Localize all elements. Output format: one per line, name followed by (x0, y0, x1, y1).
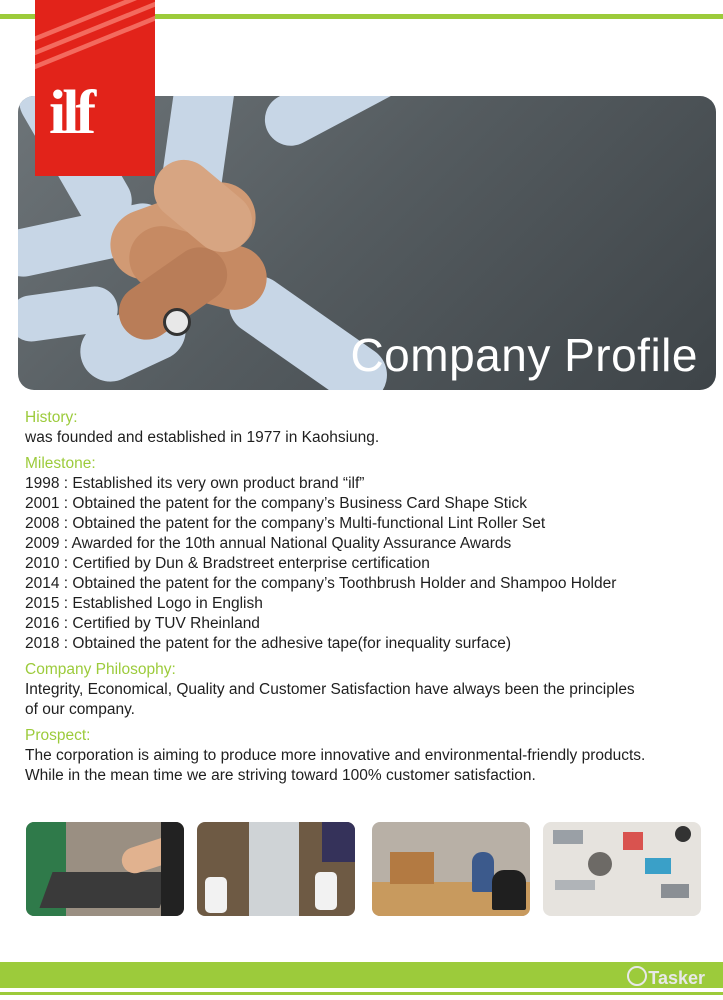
hero-title: Company Profile (350, 329, 698, 381)
sleeve-arm (256, 96, 431, 155)
milestone-item: 2014 : Obtained the patent for the company’s Toothbrush Holder and Shampoo Holder (25, 575, 617, 592)
milestone-item: 2009 : Awarded for the 10th annual National Quality Assurance Awards (25, 535, 512, 552)
product-display-photo (543, 822, 701, 916)
milestone-item: 2015 : Established Logo in English (25, 595, 263, 612)
prospect-text: While in the mean time we are striving toward 100% customer satisfaction. (25, 767, 536, 784)
factory-photo (372, 822, 530, 916)
milestone-item: 2016 : Certified by TUV Rheinland (25, 615, 260, 632)
philosophy-text: Integrity, Economical, Quality and Customer Satisfaction have always been the principles (25, 681, 635, 698)
history-heading: History: (25, 409, 78, 426)
philosophy-text: of our company. (25, 701, 135, 718)
milestone-item: 2008 : Obtained the patent for the company’s Multi-functional Lint Roller Set (25, 515, 546, 532)
milestone-item: 2018 : Obtained the patent for the adhesive tape(for inequality surface) (25, 635, 511, 652)
prospect-text: The corporation is aiming to produce more innovative and environmental-friendly products. (25, 747, 646, 764)
wristwatch (163, 308, 191, 336)
tasker-logo-icon (627, 966, 647, 986)
history-text: was founded and established in 1977 in Kaohsiung. (25, 429, 380, 446)
bottom-green-band (0, 962, 723, 988)
milestone-item: 2001 : Obtained the patent for the company’s Business Card Shape Stick (25, 495, 528, 512)
factory-photo (26, 822, 184, 916)
prospect-heading: Prospect: (25, 727, 91, 744)
bottom-green-rule (0, 992, 723, 995)
watermark-text: Tasker (648, 968, 705, 988)
logo-wordmark: ilf (49, 79, 93, 147)
milestone-item: 2010 : Certified by Dun & Bradstreet enterprise certification (25, 555, 430, 572)
milestone-item: 1998 : Established its very own product brand “ilf” (25, 475, 365, 492)
watermark (627, 966, 705, 989)
photo-strip (0, 822, 723, 916)
factory-photo (197, 822, 355, 916)
milestone-heading: Milestone: (25, 455, 96, 472)
brand-logo (35, 0, 155, 176)
philosophy-heading: Company Philosophy: (25, 661, 176, 678)
profile-content (25, 408, 715, 786)
